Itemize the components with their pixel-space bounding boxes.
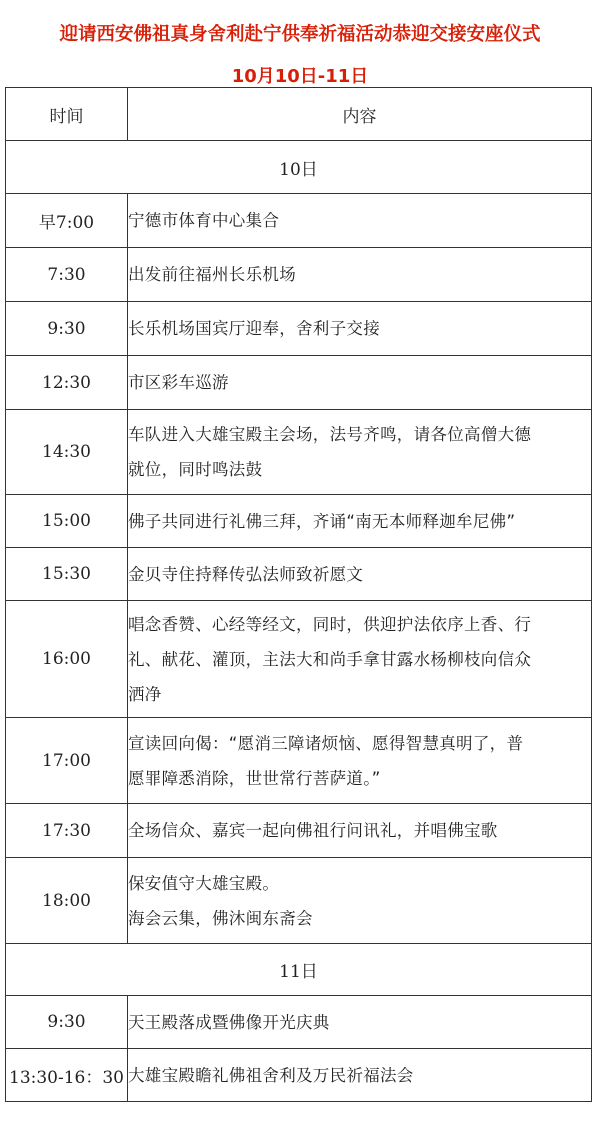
table-row (6, 718, 592, 804)
content-line: 愿罪障悉消除，世世常行菩萨道。” (128, 768, 381, 788)
time-cell: 13:30-16：30 (6, 1049, 128, 1102)
content-cell (128, 1049, 592, 1102)
schedule-table (5, 87, 592, 1102)
table-row (6, 410, 592, 495)
header-content: 内容 (128, 88, 592, 141)
content-line: 礼、献花、灌顶，主法大和尚手拿甘露水杨柳枝向信众 (128, 649, 532, 669)
day-row (6, 141, 592, 194)
day-label: 11日 (6, 944, 592, 996)
table-row (6, 548, 592, 601)
page-title: 迎请西安佛祖真身舍利赴宁供奉祈福活动恭迎交接安座仪式 (59, 24, 541, 45)
table-row (6, 302, 592, 356)
table-row (6, 1049, 592, 1102)
content-line: 出发前往福州长乐机场 (128, 265, 296, 284)
content-line: 保安值守大雄宝殿。 (128, 873, 280, 893)
table-row (6, 996, 592, 1049)
content-line: 洒净 (128, 684, 162, 704)
time-cell: 15:30 (6, 548, 128, 601)
time-cell: 12:30 (6, 356, 128, 410)
content-line: 金贝寺住持释传弘法师致祈愿文 (128, 564, 364, 584)
content-line: 车队进入大雄宝殿主会场，法号齐鸣，请各位高僧大德 (128, 425, 532, 444)
table-row (6, 858, 592, 944)
table-row (6, 804, 592, 858)
content-cell (128, 601, 592, 718)
table-row (6, 495, 592, 548)
day-label: 10日 (6, 141, 592, 194)
table-header-row (6, 88, 592, 141)
content-line: 佛子共同进行礼佛三拜，齐诵“南无本师释迦牟尼佛” (128, 511, 516, 531)
content-line: 长乐机场国宾厅迎奉，舍利子交接 (128, 319, 380, 338)
content-line: 大雄宝殿瞻礼佛祖舍利及万民祈福法会 (128, 1065, 414, 1085)
time-cell: 14:30 (6, 410, 128, 495)
content-cell (128, 410, 592, 495)
time-cell: 17:30 (6, 804, 128, 858)
content-line: 天王殿落成暨佛像开光庆典 (128, 1012, 330, 1032)
content-cell (128, 718, 592, 804)
time-cell: 16:00 (6, 601, 128, 718)
time-cell: 早7:00 (6, 194, 128, 248)
content-cell (128, 248, 592, 302)
content-cell (128, 302, 592, 356)
date-range: 10月10日-11日 (231, 66, 369, 87)
time-cell: 9:30 (6, 302, 128, 356)
content-line: 海会云集，佛沐闽东斋会 (128, 908, 313, 928)
content-line: 就位，同时鸣法鼓 (128, 460, 263, 479)
table-row (6, 194, 592, 248)
time-cell: 15:00 (6, 495, 128, 548)
content-cell (128, 804, 592, 858)
time-cell: 18:00 (6, 858, 128, 944)
content-cell (128, 194, 592, 248)
day-row (6, 944, 592, 996)
time-cell: 9:30 (6, 996, 128, 1049)
content-cell (128, 548, 592, 601)
content-line: 宁德市体育中心集合 (128, 211, 280, 230)
table-row (6, 356, 592, 410)
header-time: 时间 (6, 88, 128, 141)
time-cell: 17:00 (6, 718, 128, 804)
schedule-body (6, 88, 592, 1102)
content-cell (128, 996, 592, 1049)
table-row (6, 601, 592, 718)
content-line: 全场信众、嘉宾一起向佛祖行问讯礼，并唱佛宝歌 (128, 821, 498, 840)
time-cell: 7:30 (6, 248, 128, 302)
content-line: 唱念香赞、心经等经文，同时，供迎护法依序上香、行 (128, 614, 532, 634)
content-cell (128, 495, 592, 548)
content-cell (128, 356, 592, 410)
content-line: 宣读回向偈：“愿消三障诸烦恼、愿得智慧真明了，普 (128, 733, 524, 753)
content-cell (128, 858, 592, 944)
table-row (6, 248, 592, 302)
content-line: 市区彩车巡游 (128, 373, 229, 392)
